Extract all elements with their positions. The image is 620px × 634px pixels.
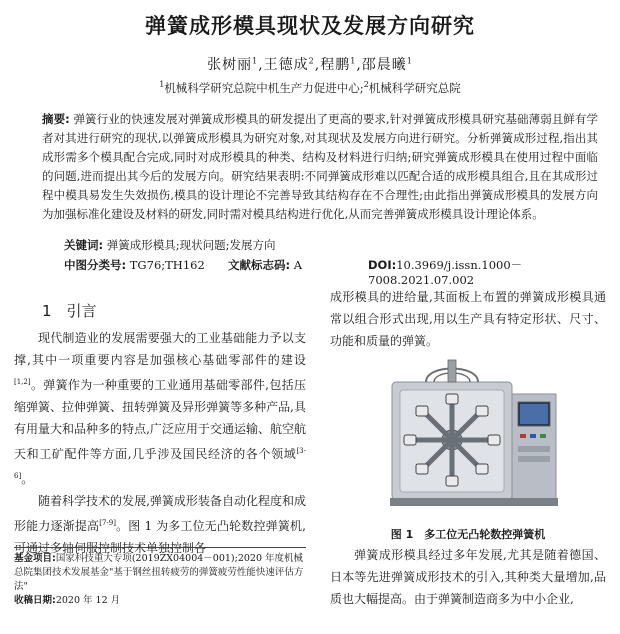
author-name: 程鹏	[320, 57, 351, 73]
abstract-label: 摘要:	[42, 112, 70, 126]
doi-label: DOI:	[368, 258, 397, 272]
paragraph	[14, 327, 306, 490]
paragraph-text: 。图 1 为多工位无凸轮数控弹簧机,可通过多轴伺服控制技术单独控制各	[14, 519, 306, 555]
clc-code	[64, 257, 205, 273]
paragraph-text: 现代制造业的发展需要强大的工业基础能力予以支撑,其中一项重要内容是加强核心基础零部件的建设	[14, 331, 306, 367]
affiliation-text: 机械科学研究总院中机生产力促进中心;	[164, 81, 364, 95]
clc-label: 中图分类号:	[64, 258, 127, 272]
doi-value: 10.3969/j.issn.1000－7008.2021.07.002	[368, 258, 523, 287]
author-name: 王德成	[263, 57, 309, 73]
body-right-column-top	[330, 286, 606, 352]
affiliation-mark: 2	[363, 80, 369, 90]
body-left-column	[14, 327, 306, 559]
paragraph	[14, 490, 306, 559]
figure-caption: 图 1 多工位无凸轮数控弹簧机	[390, 528, 546, 541]
paragraph-text: 弹簧成形模具经过多年发展,尤其是随着德国、日本等先进弹簧成形技术的引入,其种类大量增加,品质也大幅提高。由于弹簧制造商多为中小企业,	[330, 548, 606, 606]
affiliation-text: 机械科学研究总院	[368, 81, 461, 95]
received-text: 2020 年 12 月	[55, 595, 121, 606]
fund-line	[14, 552, 306, 594]
citation: [1,2]	[14, 378, 31, 386]
abstract	[42, 110, 598, 224]
clc-value: TG76;TH162	[129, 258, 205, 272]
footnote-rule	[14, 547, 306, 548]
paragraph-text: 成形模具的进给量,其面板上布置的弹簧成形模具通常以组合形式出现,用以生产具有特定形状、尺寸、功能和质量的弹簧。	[330, 290, 606, 348]
author-list: 张树丽$^1$,王德成$^2$,程鹏$^1$,邵晨曦$^1$	[207, 56, 413, 73]
spring-machine-figure	[386, 354, 562, 512]
footnote	[14, 552, 306, 608]
paragraph-text: 随着科学技术的发展,弹簧成形装备自动化程度和成形能力逐渐提高	[14, 494, 306, 533]
received-label: 收稿日期:	[14, 595, 56, 606]
doi	[368, 257, 620, 287]
spring-machine-image	[386, 354, 562, 512]
citation: [7-9]	[99, 519, 116, 527]
doccode-label: 文献标志码:	[228, 258, 291, 272]
keywords	[64, 237, 276, 253]
keywords-text: 弹簧成形模具;现状问题;发展方向	[106, 238, 276, 252]
affiliation-mark: 1	[159, 80, 165, 90]
author-mark: 1	[406, 56, 413, 66]
keywords-label: 关键词:	[64, 238, 104, 252]
doc-code	[228, 257, 302, 273]
paragraph-text: 。弹簧作为一种重要的工业通用基础零部件,包括压缩弹簧、拉伸弹簧、扭转弹簧及异形弹簧等多种产品,具有用量大和品种多的特点,广泛应用于交通运输、航空航天和工矿配件等方面,几乎涉及国民经济的各个领域	[14, 378, 306, 461]
paragraph-text: 。	[21, 472, 34, 486]
affiliations	[0, 80, 620, 96]
body-right-column-bottom	[330, 544, 606, 610]
doccode-value: A	[293, 258, 303, 272]
author-mark: 1	[350, 56, 357, 66]
section-heading: 1 引言	[42, 302, 97, 320]
author-name: 邵晨曦	[361, 57, 407, 73]
author-name: 张树丽	[207, 57, 253, 73]
fund-text: 国家科技重大专项(2019ZX04004－001);2020 年度机械总院集团技术发展基金"基于钢丝扭转疲劳的弹簧疲劳性能快速评估方法"	[14, 553, 304, 592]
author-mark: 2	[308, 56, 315, 66]
fund-label: 基金项目:	[14, 553, 56, 564]
received-line	[14, 594, 306, 608]
abstract-text: 弹簧行业的快速发展对弹簧成形模具的研发提出了更高的要求,针对弹簧成形模具研究基础薄弱且鲜有学者对其进行研究的现状,以弹簧成形模具为研究对象,对其现状及发展方向进行研究。分析弹簧成形过程,指出其成形需多个模具配合完成,同时对成形模具的种类、结构及材料进行归纳;研究弹簧成形模具在使用过程中面临的问题,进而提出其今后的发展方向。研究结果表明:不同弹簧成形难以匹配合适的成形模具组合,且在其成形过程中模具易发生失效损伤,模具的设计理论不完善导致其结构存在不合理性;由此指出弹簧成形模具的发展方向为加强标准化建设及材料的研发,同时需对模具结构进行优化,从而完善弹簧成形模具设计理论体系。	[42, 112, 598, 221]
paper-title: 弹簧成形模具现状及发展方向研究	[145, 14, 475, 38]
citation: [3-6]	[14, 447, 306, 480]
author-mark: 1	[252, 56, 259, 66]
